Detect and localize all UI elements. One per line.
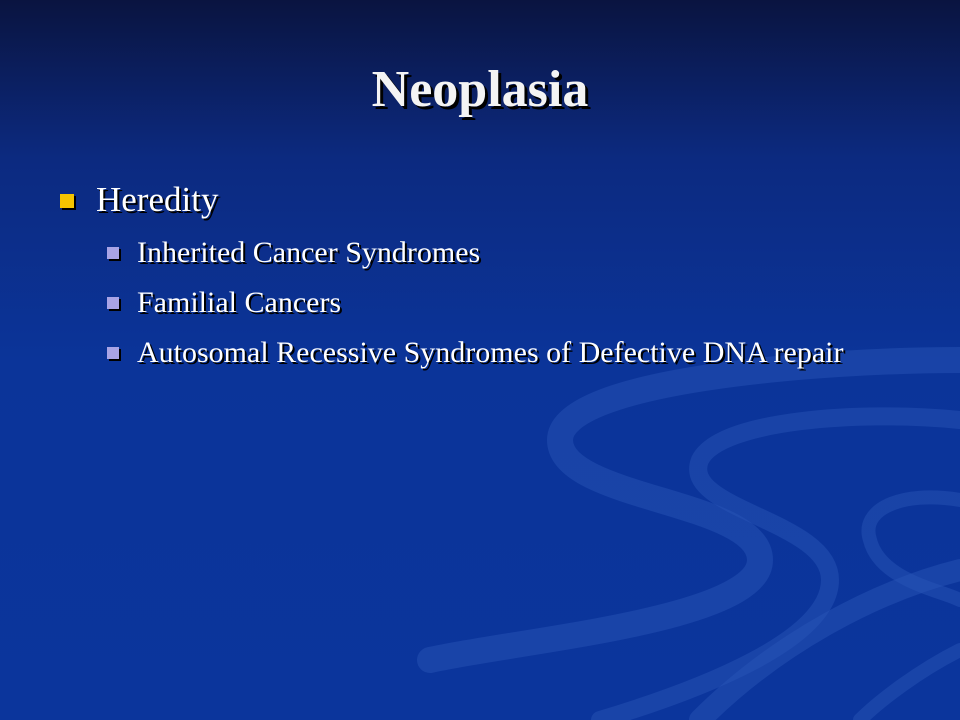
- sub-bullet-item-autosomal-recessive-syndromes: [107, 334, 920, 372]
- sub-bullet-item-familial-cancers: [107, 284, 920, 322]
- bullet-list: [60, 178, 920, 372]
- slide-title: Neoplasia: [371, 61, 589, 118]
- square-bullet-icon: [107, 347, 119, 359]
- bullet-item-heredity: [60, 178, 920, 222]
- sub-bullet-list: [60, 234, 920, 372]
- square-bullet-icon: [60, 194, 74, 208]
- sub-bullet-item-inherited-cancer-syndromes: [107, 234, 920, 272]
- sub-bullet-text: Inherited Cancer Syndromes: [137, 236, 481, 269]
- bullet-text: Heredity: [96, 180, 219, 219]
- sub-bullet-text: Familial Cancers: [137, 286, 342, 319]
- square-bullet-icon: [107, 297, 119, 309]
- square-bullet-icon: [107, 247, 119, 259]
- sub-bullet-text: Autosomal Recessive Syndromes of Defective DNA repair: [137, 336, 844, 369]
